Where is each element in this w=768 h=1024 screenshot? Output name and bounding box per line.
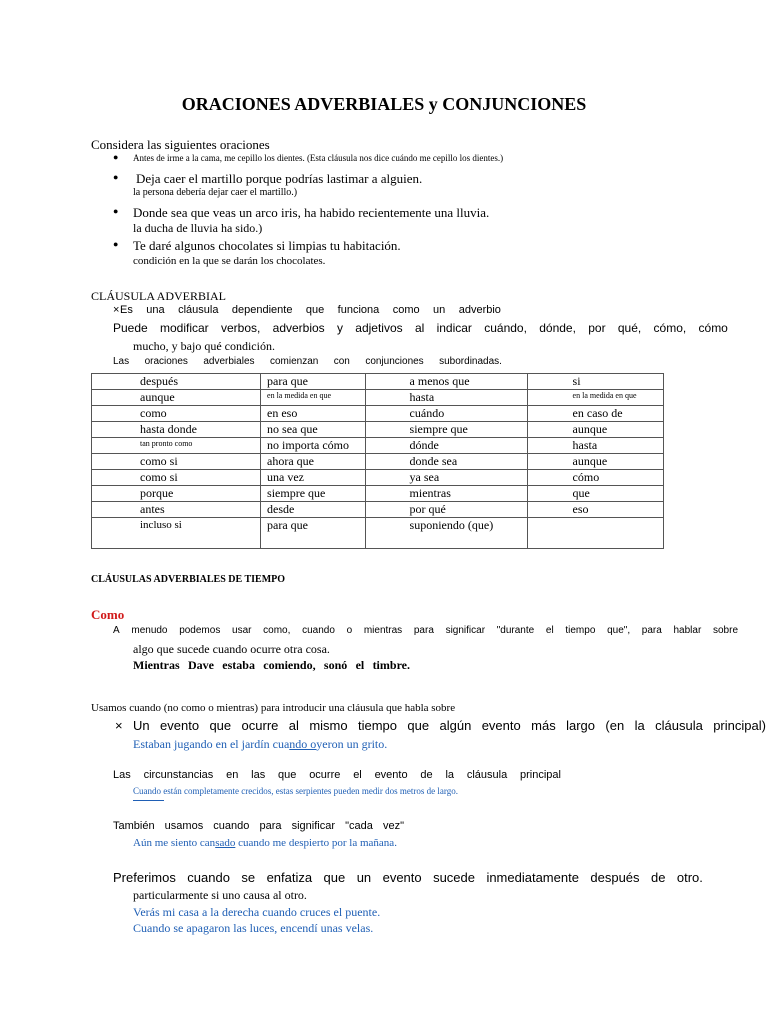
table-cell: porque xyxy=(92,486,261,502)
table-cell: desde xyxy=(261,502,366,518)
table-row xyxy=(92,454,664,470)
table-cell: después xyxy=(92,374,261,390)
table-cell: cómo xyxy=(527,470,663,486)
intro-heading: Considera las siguientes oraciones xyxy=(91,137,270,152)
table-cell: mientras xyxy=(365,486,527,502)
preferimos-line: Preferimos cuando se enfatiza que un evento sucede inmediatamente después de otro. xyxy=(113,870,703,885)
table-cell: incluso si xyxy=(92,518,261,549)
table-cell: antes xyxy=(92,502,261,518)
table-cell: en la medida en que xyxy=(527,390,663,406)
table-cell: ahora que xyxy=(261,454,366,470)
evento-marker: × xyxy=(115,718,123,733)
table-cell: cuándo xyxy=(365,406,527,422)
table-cell: siempre que xyxy=(261,486,366,502)
table-row xyxy=(92,374,664,390)
mientras-example: Mientras Dave estaba comiendo, sonó el timbre. xyxy=(133,658,410,672)
table-cell: no sea que xyxy=(261,422,366,438)
table-row xyxy=(92,422,664,438)
table-cell: en caso de xyxy=(527,406,663,422)
clausula-modify-line1: Puede modificar verbos, adverbios y adjetivos al indicar cuándo, dónde, por qué, cómo, cómo xyxy=(113,321,728,335)
table-cell: que xyxy=(527,486,663,502)
evento-example: Estaban jugando en el jardín cuando oyeron un grito. xyxy=(133,737,388,751)
table-row xyxy=(92,470,664,486)
clausula-modify-line2: mucho, y bajo qué condición. xyxy=(133,339,275,353)
tiempo-heading: CLÁUSULAS ADVERBIALES DE TIEMPO xyxy=(91,574,286,585)
table-row xyxy=(92,438,664,454)
table-cell: hasta xyxy=(365,390,527,406)
table-cell: hasta donde xyxy=(92,422,261,438)
table-cell: no importa cómo xyxy=(261,438,366,454)
table-cell: aunque xyxy=(527,454,663,470)
clausula-definition: Es una cláusula dependiente que funciona como un adverbio xyxy=(120,304,501,316)
intro-bullet-4: Te daré algunos chocolates si limpias tu habitación. xyxy=(133,238,401,253)
table-cell: si xyxy=(527,374,663,390)
page-title: ORACIONES ADVERBIALES y CONJUNCIONES xyxy=(181,94,587,114)
intro-bullet-3: Donde sea que veas un arco iris, ha habido recientemente una lluvia. xyxy=(133,205,490,220)
table-cell: aunque xyxy=(527,422,663,438)
table-cell: siempre que xyxy=(365,422,527,438)
bullet-icon: ● xyxy=(113,206,119,216)
clausula-begin-sentence: Las oraciones adverbiales comienzan con conjunciones subordinadas. xyxy=(113,356,502,367)
table-row xyxy=(92,486,664,502)
circ-example: Cuando están completamente crecidos, estas serpientes pueden medir dos metros de largo. xyxy=(133,786,458,796)
circ-line: Las circunstancias en las que ocurre el evento de la cláusula principal xyxy=(113,769,561,781)
intro-bullet-4-note: condición en la que se darán los chocolates. xyxy=(133,255,326,267)
preferimos-example-1: Verás mi casa a la derecha cuando cruces el puente. xyxy=(133,905,381,919)
table-cell: como si xyxy=(92,470,261,486)
intro-bullet-2-note: la persona debería dejar caer el martillo.) xyxy=(133,187,298,198)
table-cell: como si xyxy=(92,454,261,470)
table-cell: para que xyxy=(261,374,366,390)
table-cell: como xyxy=(92,406,261,422)
bullet-icon: ● xyxy=(113,152,119,162)
intro-bullet-3-note: la ducha de lluvia ha sido.) xyxy=(133,221,263,235)
menudo-line2: algo que sucede cuando ocurre otra cosa. xyxy=(133,642,330,656)
preferimos-example-2: Cuando se apagaron las luces, encendí unas velas. xyxy=(133,921,374,935)
table-cell: dónde xyxy=(365,438,527,454)
table-cell: a menos que xyxy=(365,374,527,390)
menudo-line1: A menudo podemos usar como, cuando o mientras para significar "durante el tiempo que", para hablar sobre xyxy=(113,625,738,636)
table-row xyxy=(92,502,664,518)
definition-marker: × xyxy=(113,304,120,316)
table-row xyxy=(92,390,664,406)
table-cell: donde sea xyxy=(365,454,527,470)
table-cell: suponiendo (que) xyxy=(365,518,527,549)
como-heading: Como xyxy=(91,607,125,622)
table-cell: para que xyxy=(261,518,366,549)
table-cell: por qué xyxy=(365,502,527,518)
table-cell: ya sea xyxy=(365,470,527,486)
intro-bullet-1: Antes de irme a la cama, me cepillo los dientes. (Esta cláusula nos dice cuándo me cepillo los dientes.) xyxy=(133,153,504,163)
table-cell: tan pronto como xyxy=(92,438,261,454)
conjunctions-table xyxy=(91,373,664,549)
table-cell: en la medida en que xyxy=(261,390,366,406)
table-cell: eso xyxy=(527,502,663,518)
evento-line: Un evento que ocurre al mismo tiempo que algún evento más largo (en la cláusula principal) xyxy=(133,718,766,733)
table-cell: hasta xyxy=(527,438,663,454)
underline-divider xyxy=(133,800,164,801)
cuando-intro: Usamos cuando (no como o mientras) para introducir una cláusula que habla sobre xyxy=(91,702,456,714)
intro-bullet-2: Deja caer el martillo porque podrías lastimar a alguien. xyxy=(136,171,423,186)
table-cell: una vez xyxy=(261,470,366,486)
tambien-example: Aún me siento cansado cuando me despierto por la mañana. xyxy=(133,837,397,849)
table-cell: en eso xyxy=(261,406,366,422)
bullet-icon: ● xyxy=(113,239,119,249)
table-row xyxy=(92,406,664,422)
clausula-heading: CLÁUSULA ADVERBIAL xyxy=(91,289,227,303)
preferimos-line2: particularmente si uno causa al otro. xyxy=(133,888,307,902)
tambien-line: También usamos cuando para significar "cada vez" xyxy=(113,820,404,832)
table-cell xyxy=(527,518,663,549)
bullet-icon: ● xyxy=(113,172,119,182)
table-row xyxy=(92,518,664,549)
table-cell: aunque xyxy=(92,390,261,406)
